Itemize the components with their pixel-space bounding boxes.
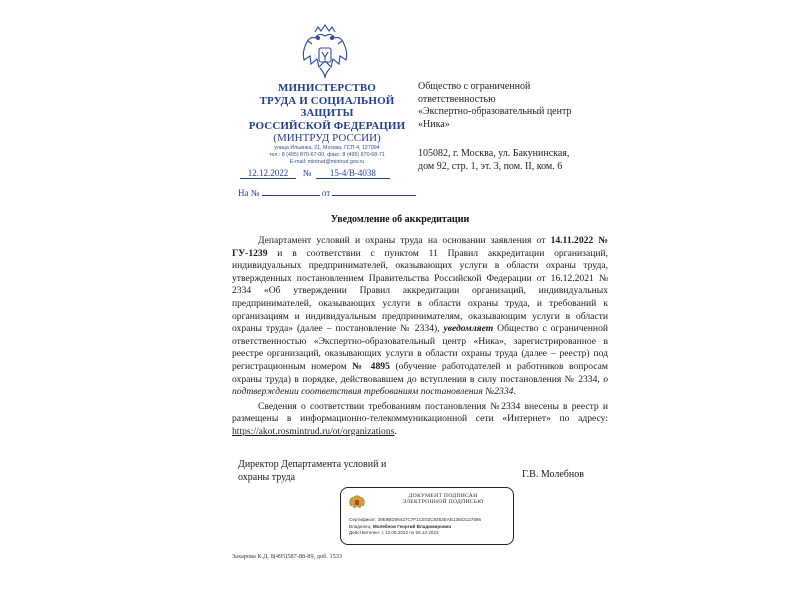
- electronic-signature-stamp: [340, 487, 514, 545]
- ministry-header: [232, 82, 422, 166]
- application-reference: 14.11.2022 № ГУ-1239: [232, 235, 608, 259]
- stamp-certificate-label: Сертификат:: [349, 517, 377, 522]
- ministry-short-name: (МИНТРУД РОССИИ): [273, 132, 381, 144]
- notify-verb: уведомляет: [443, 323, 494, 335]
- registration-number-label: №: [302, 168, 312, 178]
- ministry-name-line: РОССИЙСКОЙ ФЕДЕРАЦИИ: [248, 119, 406, 132]
- body-text-run: Сведения о соответствии требованиям постановления №2334 внесены в реестр и размещены в информационно-телекоммуникационной сети «Интернет» по адресу:: [232, 400, 608, 425]
- ministry-phone-line: тел.: 8 (495) 870-67-00, факс: 8 (495) 870-68-71: [269, 152, 385, 158]
- document-title: Уведомление об аккредитации: [330, 214, 470, 225]
- registry-number: № 4895: [352, 360, 390, 372]
- body-paragraph: [232, 235, 608, 399]
- reference-line: [238, 187, 416, 198]
- body-text-run: Общество с ограниченной ответственностью «Экспертно-образовательный центр «Ника», зарегистрированное в реестре организаций, оказывающих услуги в области охраны труда (далее – реестр) под регистрационным номером: [232, 323, 609, 372]
- stamp-validity-value: с 12.09.2022 по 06.12.2023: [381, 530, 439, 536]
- recipient-org-line: «Экспертно-образовательный центр: [418, 106, 572, 117]
- registry-link[interactable]: https://akot.rosmintrud.ru/ot/organizations: [232, 425, 395, 437]
- reference-prefix: На №: [238, 188, 260, 198]
- stamp-title: [377, 493, 509, 506]
- confirmation-text: о подтверждении соответствия требованиям постановления №2334: [232, 373, 608, 398]
- body-text-run: .: [394, 425, 397, 437]
- recipient-address-line: дом 92, стр. 1, эт. 3, пом. II, ком. 6: [418, 160, 563, 172]
- stamp-emblem-icon: [349, 494, 365, 512]
- document-body: [232, 235, 608, 439]
- recipient-address-line: 105082, г. Москва, ул. Бакунинская,: [418, 148, 570, 159]
- registration-date: 12.12.2022: [240, 168, 296, 179]
- stamp-certificate-value: 39E9BD06427C7F1CE02C9353EAE13603127586: [377, 517, 482, 522]
- body-text-run: Департамент условий и охраны труда на основании заявления от: [258, 235, 551, 246]
- ministry-email-line: E-mail: mintrud@mintrud.gov.ru: [289, 159, 365, 165]
- recipient-org-line: «Ника»: [418, 118, 450, 130]
- ministry-name-line: МИНИСТЕРСТВО: [278, 82, 376, 94]
- stamp-certificate: [349, 517, 509, 524]
- body-text-run: (обучение работодателей и работников вопросам охраны труда) в порядке, действовавшем до вступления в силу постановления № 2334,: [232, 360, 608, 385]
- ministry-name-line: ЗАЩИТЫ: [300, 107, 354, 119]
- executor-contact: Захарова К.Д. 8(495)587-88-89, доб. 1533: [232, 553, 343, 560]
- stamp-owner-label: Владелец:: [349, 523, 372, 529]
- signer-position-line: Директор Департамента условий и: [238, 459, 387, 470]
- ministry-name-line: ТРУДА И СОЦИАЛЬНОЙ: [259, 94, 395, 107]
- registration-line: [240, 168, 390, 179]
- recipient-org-line: ответственностью: [418, 93, 496, 105]
- body-text-run: .: [513, 386, 516, 398]
- signer-name: Г.В. Молебнов: [522, 469, 584, 480]
- recipient-block: [418, 81, 638, 173]
- signer-position: [238, 459, 428, 484]
- stamp-title-line: ДОКУМЕНТ ПОДПИСАН: [408, 493, 478, 499]
- recipient-org-line: Общество с ограниченной: [418, 81, 531, 92]
- reference-date-blank: [332, 187, 416, 196]
- signer-position-line: охраны труда: [238, 471, 296, 483]
- reference-number-blank: [262, 187, 320, 196]
- stamp-meta: [349, 517, 509, 537]
- registration-number: 15-4/В-4038: [316, 168, 390, 179]
- stamp-owner-value: Молебнов Георгий Владимирович: [372, 523, 452, 529]
- reference-from-label: от: [321, 188, 331, 198]
- stamp-validity-label: Действителен:: [349, 530, 381, 536]
- body-paragraph: [232, 401, 608, 439]
- stamp-title-line: ЭЛЕКТРОННОЙ ПОДПИСЬЮ: [402, 499, 484, 506]
- body-text-run: и в соответствии с пунктом 11 Правил аккредитации организаций, индивидуальных предпринимателей, оказывающих услуги в области охраны труда, утвержденных постановлением Правительства Российской Федерации от 16.12.2021 № 2334 «Об утверждении Правил аккредитации организаций, индивидуальных предпринимателей, оказывающих услуги в области охраны труда, и требований к организациям и индивидуальным предпринимателям, оказывающим услуги в области охраны труда» (далее – постановление № 2334),: [232, 247, 608, 335]
- coat-of-arms-icon: [298, 22, 352, 82]
- stamp-validity: [349, 530, 509, 537]
- ministry-address-line: улица Ильинка, 21, Москва, ГСП-4, 127994: [274, 145, 380, 151]
